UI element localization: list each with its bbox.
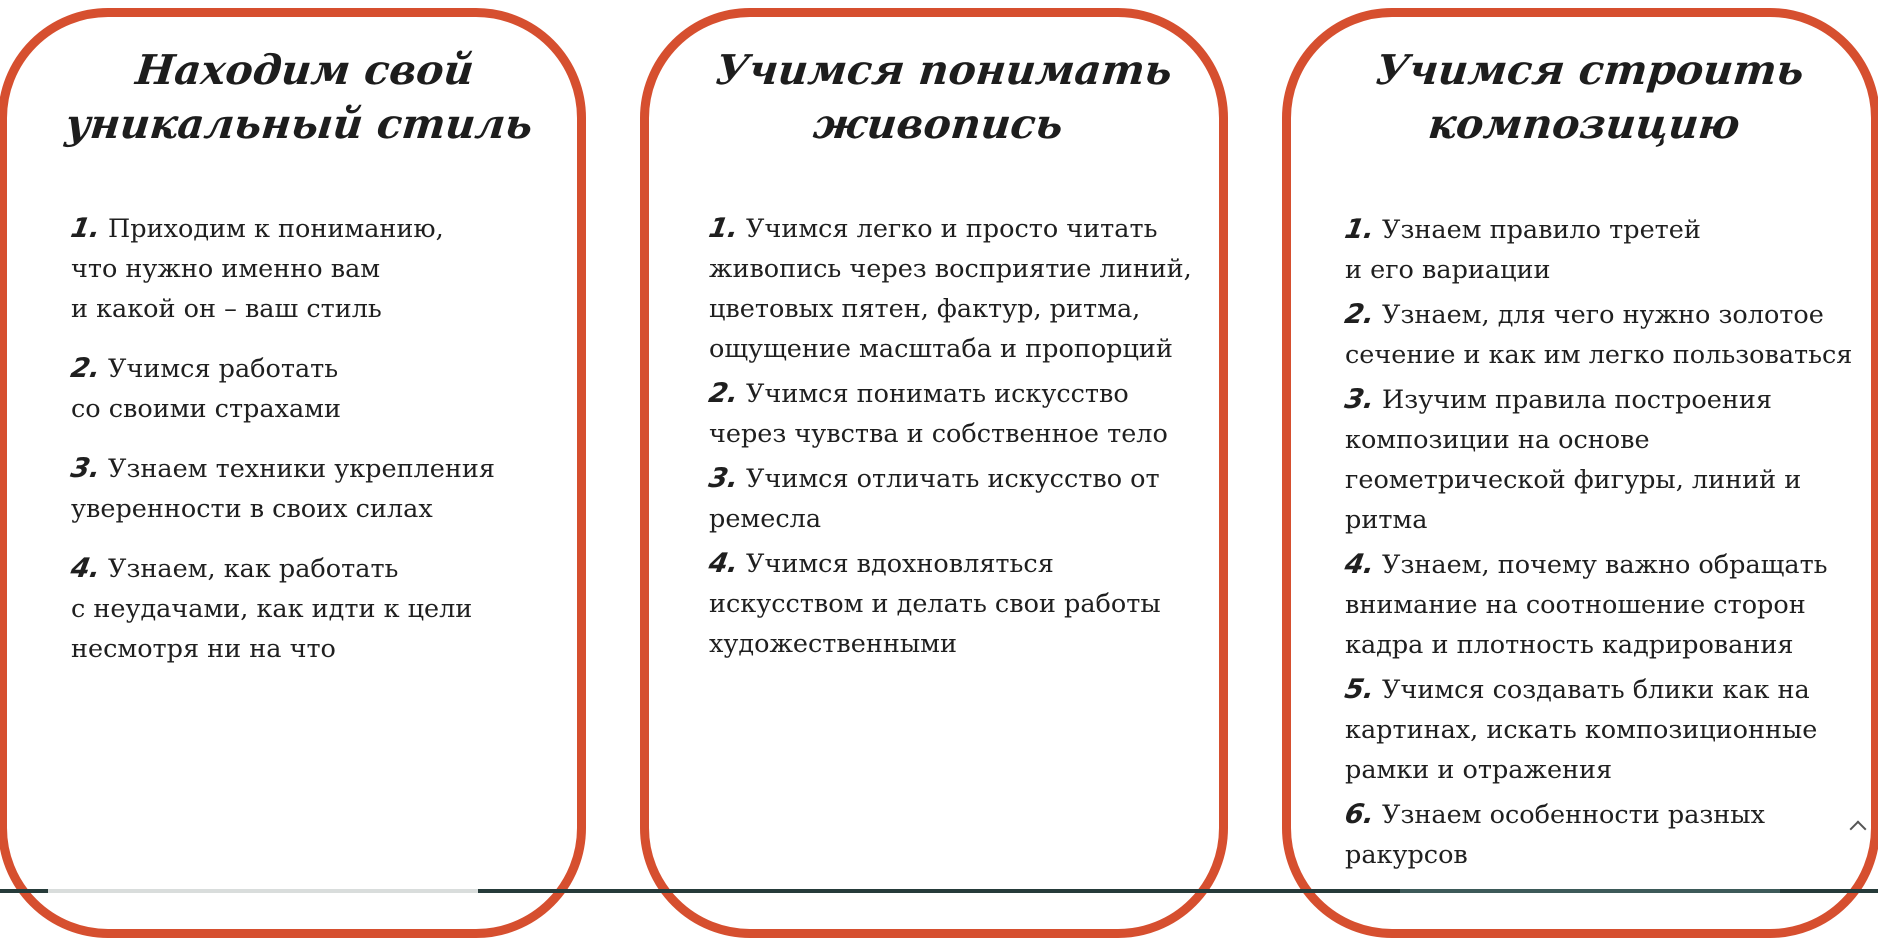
list-item [68, 209, 571, 329]
card-items [68, 209, 571, 689]
list-item [1342, 670, 1865, 790]
item-number: 4. [706, 548, 741, 579]
list-item [706, 459, 1209, 539]
item-number: 2. [68, 353, 103, 384]
item-text: Учимся отличать искусство от ремесла [709, 464, 1160, 534]
card-composition [1282, 8, 1878, 938]
item-text: Узнаем, как работать с неудачами, как идти к цели несмотря ни на что [71, 554, 473, 664]
list-item [1342, 295, 1865, 375]
item-number: 1. [706, 213, 741, 244]
list-item [706, 209, 1209, 369]
item-number: 3. [68, 453, 103, 484]
item-text: Учимся вдохновляться искусством и делать свои работы художественными [709, 549, 1161, 659]
item-number: 4. [68, 553, 103, 584]
list-item [706, 374, 1209, 454]
item-number: 2. [1342, 299, 1377, 330]
bottom-strip-light-segment [48, 889, 478, 893]
item-text: Узнаем, для чего нужно золотое сечение и как им легко пользоваться [1345, 300, 1853, 370]
card-unique-style [0, 8, 586, 938]
item-text: Узнаем правило третей и его вариации [1345, 215, 1701, 285]
bottom-strip [0, 889, 1878, 893]
item-text: Учимся легко и просто читать живопись через восприятие линий, цветовых пятен, фактур, ритма, ощущение масштаба и пропорций [709, 214, 1192, 364]
item-text: Узнаем, почему важно обращать внимание на соотношение сторон кадра и плотность кадрирования [1345, 550, 1828, 660]
list-item [706, 544, 1209, 664]
item-number: 5. [1342, 674, 1377, 705]
item-text: Учимся создавать блики как на картинах, искать композиционные рамки и отражения [1345, 675, 1818, 785]
list-item [68, 449, 571, 529]
card-items [1342, 210, 1865, 880]
list-item [1342, 380, 1865, 540]
bottom-strip-mid-segment [1400, 889, 1780, 893]
item-text: Узнаем особенности разных ракурсов [1345, 800, 1765, 870]
item-number: 2. [706, 378, 741, 409]
card-items [706, 209, 1209, 669]
item-text: Узнаем техники укрепления уверенности в своих силах [71, 454, 495, 524]
item-number: 3. [1342, 384, 1377, 415]
item-number: 3. [706, 463, 741, 494]
item-number: 6. [1342, 799, 1377, 830]
list-item [68, 549, 571, 669]
card-title: Учимся понимать живопись [713, 46, 1175, 148]
list-item [1342, 795, 1865, 875]
item-number: 1. [1342, 214, 1377, 245]
card-understand-painting [640, 8, 1228, 938]
item-text: Учимся понимать искусство через чувства и собственное тело [709, 379, 1168, 449]
item-text: Приходим к пониманию, что нужно именно вам и какой он – ваш стиль [71, 214, 444, 324]
item-text: Учимся работать со своими страхами [71, 354, 341, 424]
list-item [1342, 210, 1865, 290]
item-number: 1. [68, 213, 103, 244]
list-item [1342, 545, 1865, 665]
item-number: 4. [1342, 549, 1377, 580]
item-text: Изучим правила построения композиции на основе геометрической фигуры, линий и ритма [1345, 385, 1802, 535]
list-item [68, 349, 571, 429]
card-title: Находим свой уникальный стиль [63, 46, 535, 148]
card-title: Учимся строить композицию [1373, 46, 1807, 148]
